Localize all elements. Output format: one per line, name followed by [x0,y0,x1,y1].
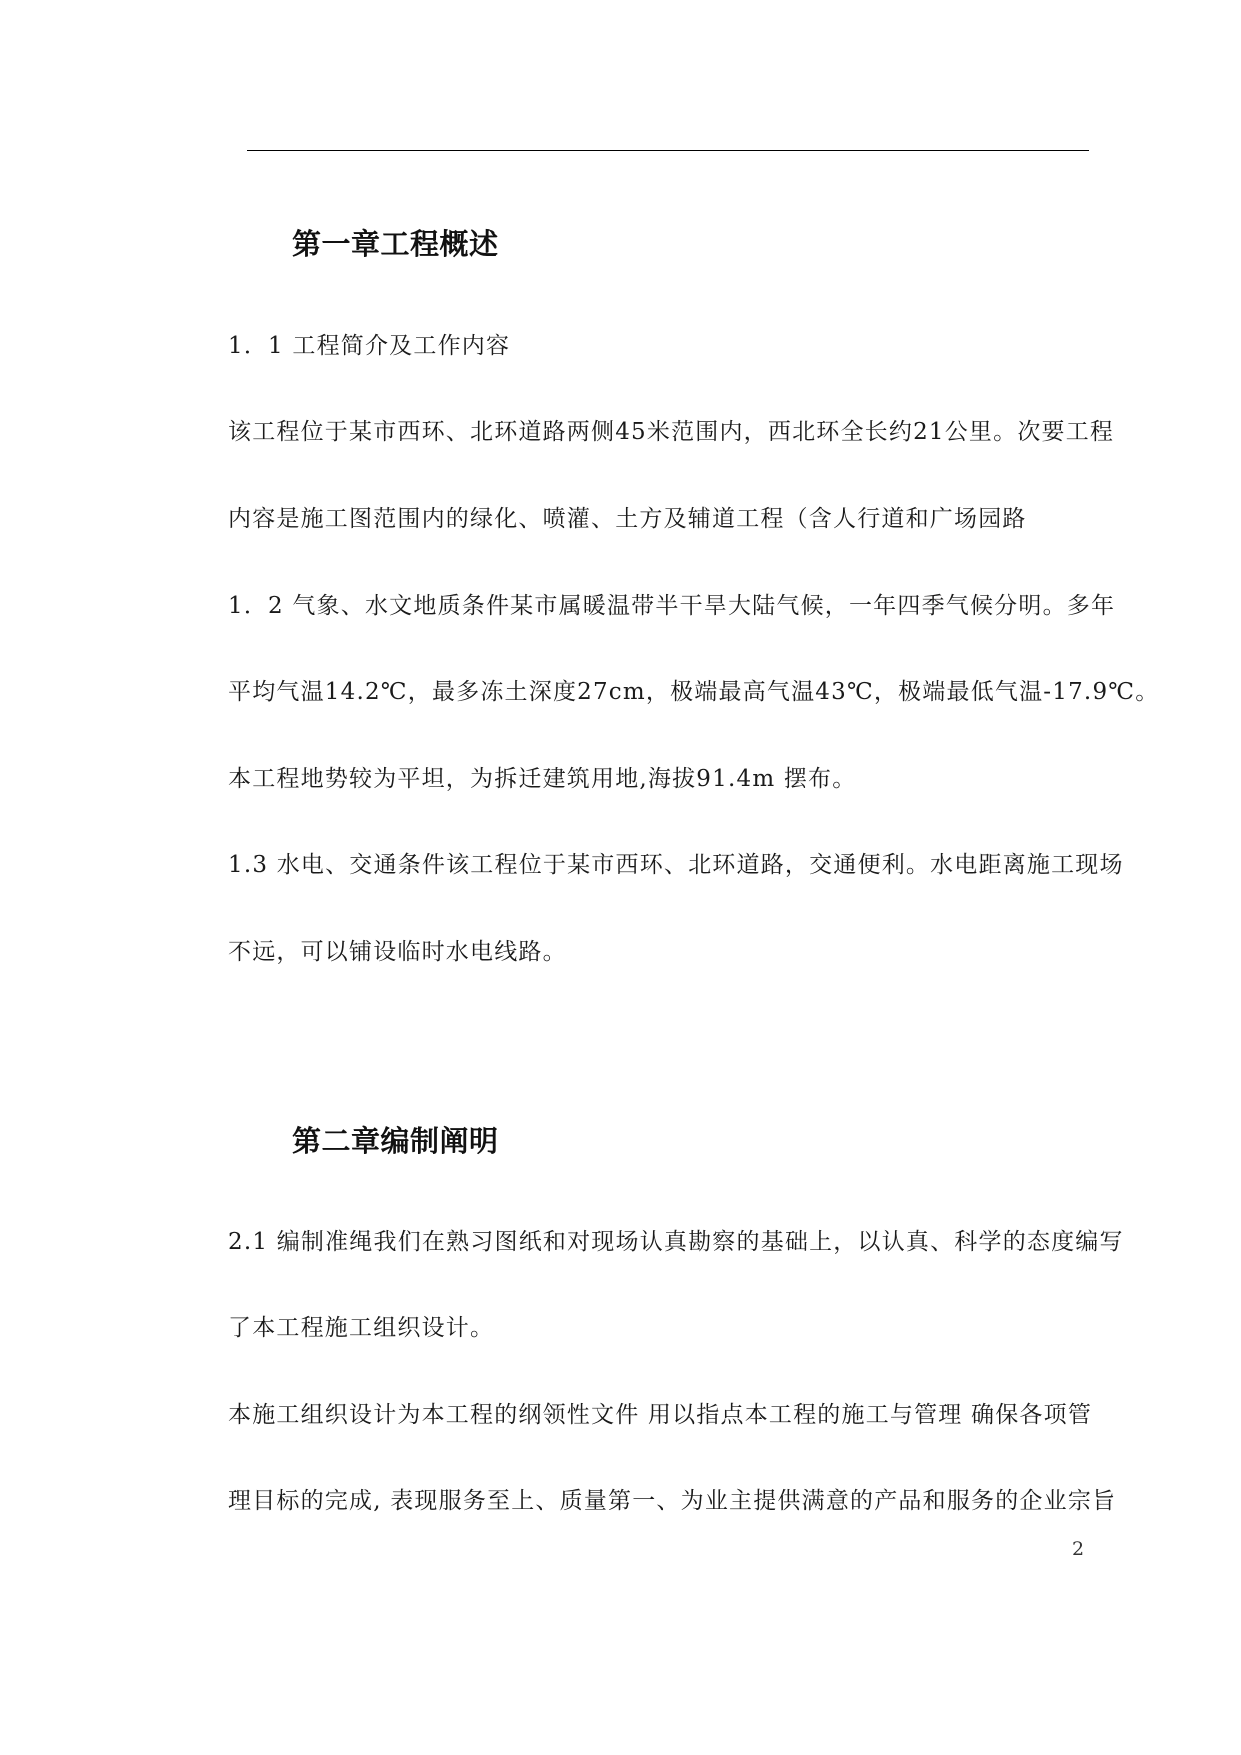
paragraph-line: 1.3 水电、交通条件该工程位于某市西环、北环道路，交通便利。水电距离施工现场 [228,852,1124,878]
paragraph-line: 该工程位于某市西环、北环道路两侧45米范围内，西北环全长约21公里。次要工程 [228,419,1115,445]
section-heading-1-1: 1．1 工程简介及工作内容 [228,333,511,359]
paragraph-line: 1．2 气象、水文地质条件某市属暖温带半干旱大陆气候，一年四季气候分明。多年 [228,593,1116,619]
paragraph-line: 2.1 编制准绳我们在熟习图纸和对现场认真勘察的基础上，以认真、科学的态度编写 [228,1229,1124,1255]
page-number: 2 [1072,1538,1085,1560]
paragraph-line: 不远，可以铺设临时水电线路。 [228,939,567,965]
paragraph-line: 内容是施工图范围内的绿化、喷灌、土方及辅道工程（含人行道和广场园路 [228,506,1027,532]
chapter-title-2: 第二章编制阐明 [292,1124,499,1158]
chapter-title-1: 第一章工程概述 [292,227,499,261]
paragraph-line: 平均气温14.2℃，最多冻土深度27cm，极端最高气温43℃，极端最低气温-17.9℃。 [228,679,1160,705]
paragraph-line: 了本工程施工组织设计。 [228,1315,495,1341]
header-rule [247,150,1089,151]
paragraph-line: 本施工组织设计为本工程的纲领性文件 用以指点本工程的施工与管理 确保各项管 [228,1402,1093,1428]
paragraph-line: 理目标的完成, 表现服务至上、质量第一、为业主提供满意的产品和服务的企业宗旨 [228,1488,1117,1514]
paragraph-line: 本工程地势较为平坦，为拆迁建筑用地,海拔91.4m 摆布。 [228,766,857,792]
